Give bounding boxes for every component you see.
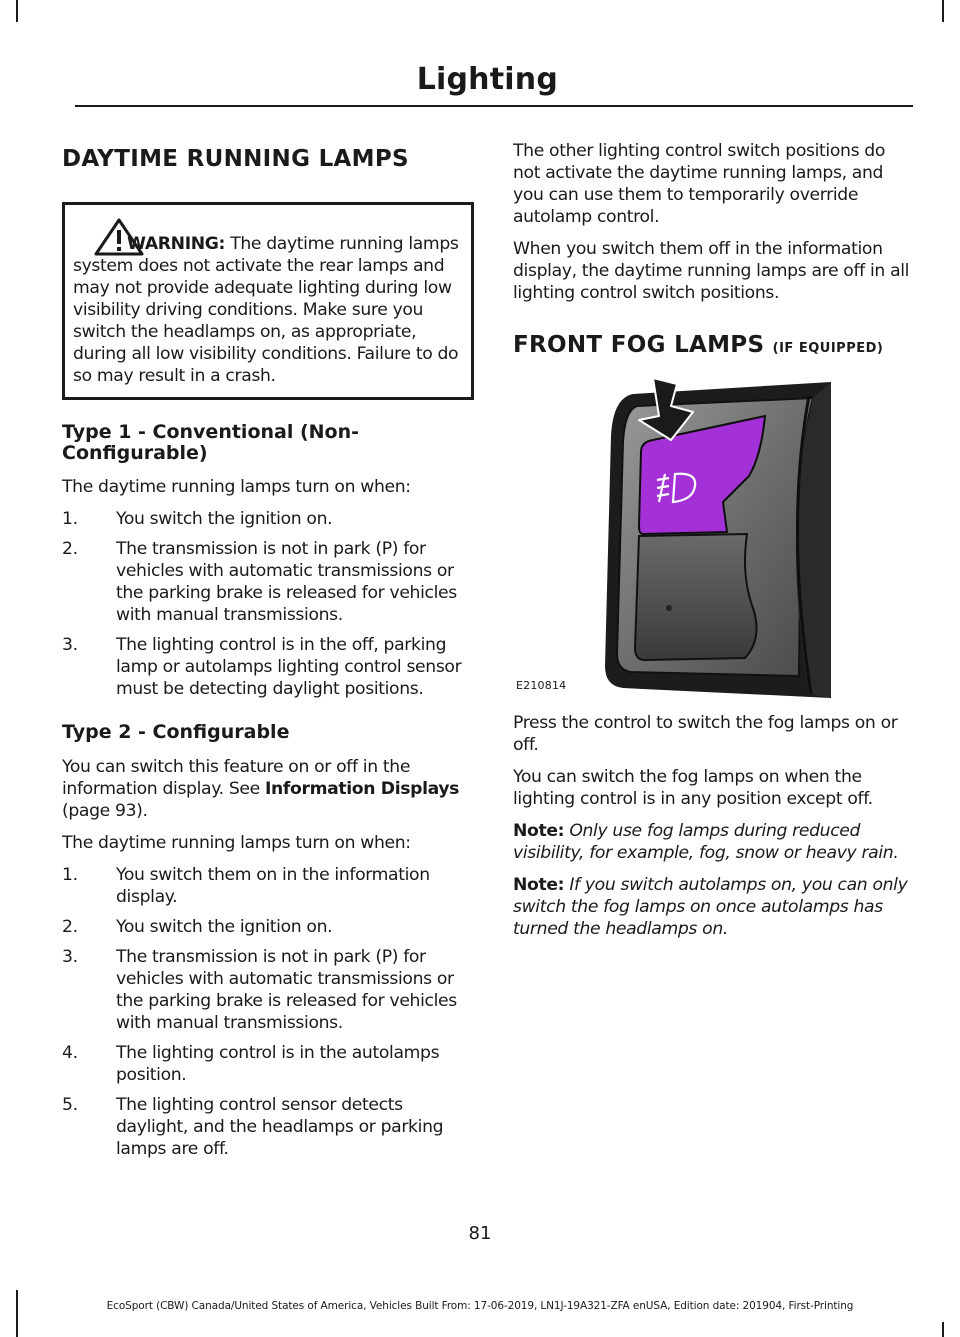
right-column: [513, 140, 913, 950]
type1-intro: The daytime running lamps turn on when:: [62, 477, 411, 498]
section-title-daytime-running-lamps: DAYTIME RUNNING LAMPS: [62, 146, 409, 172]
list-item: 5. The lighting control sensor detects daylight, and the headlamps or parking lamps are off.: [62, 1094, 444, 1159]
list-item: 4. The lighting control is in the autolamps position.: [62, 1042, 440, 1085]
warning-triangle-icon: [93, 217, 145, 257]
crop-mark-bottom-left: [16, 1290, 18, 1337]
type1-list: [62, 508, 474, 700]
section-title-front-fog-lamps: FRONT FOG LAMPS (IF EQUIPPED): [513, 332, 884, 359]
list-item: 1. You switch the ignition on.: [62, 509, 333, 530]
header-rule: [75, 105, 913, 107]
crop-mark-top-left: [16, 0, 18, 22]
page-header-title: Lighting: [416, 62, 558, 97]
right-para-switch-off: When you switch them off in the information display, the daytime running lamps are off in all lighting control switch positions.: [513, 239, 910, 304]
figure-code: E210814: [516, 678, 567, 692]
right-para-any-position: You can switch the fog lamps on when the lighting control is in any position except off.: [513, 766, 873, 809]
left-column: [62, 140, 474, 1170]
right-para-override: The other lighting control switch positions do not activate the daytime running lamps, and you can use them to temporarily override autolamp control.: [513, 141, 886, 228]
warning-box: [62, 202, 474, 400]
note-autolamps: Note: If you switch autolamps on, you can only switch the fog lamps on once autolamps has turned the headlamps on.: [513, 874, 908, 939]
list-item: 3. The lighting control is in the off, parking lamp or autolamps lighting control sensor must be detecting daylight positions.: [62, 635, 462, 700]
right-para-press-control: Press the control to switch the fog lamps on or off.: [513, 712, 898, 755]
fog-lamp-switch-illustration: [513, 376, 831, 698]
list-item: 1. You switch them on in the information display.: [62, 864, 430, 907]
warning-body: The daytime running lamps system does not activate the rear lamps and may not provide adequate lighting during low visibility driving conditions. Make sure you switch the headlamps on, as appropriate, during all low visibility conditions. Failure to do so may result in a crash.: [73, 233, 459, 386]
type2-intro: You can switch this feature on or off in the information display. See Information Displays (page 93).: [62, 756, 460, 821]
list-item: 2. The transmission is not in park (P) for vehicles with automatic transmissions or the parking brake is released for vehicles with manual transmissions.: [62, 539, 457, 626]
list-item: 3. The transmission is not in park (P) for vehicles with automatic transmissions or the parking brake is released for vehicles with manual transmissions.: [62, 946, 457, 1033]
type2-intro2: The daytime running lamps turn on when:: [62, 832, 411, 853]
type2-list: [62, 864, 474, 1160]
type1-heading: Type 1 - Conventional (Non-Configurable): [62, 420, 360, 464]
note-reduced-visibility: Note: Only use fog lamps during reduced visibility, for example, fog, snow or heavy rain.: [513, 820, 899, 863]
warning-label: WARNING:: [127, 233, 226, 254]
page-number: 81: [468, 1223, 492, 1244]
crop-mark-top-right: [942, 0, 944, 22]
information-displays-link[interactable]: Information Displays: [264, 778, 460, 799]
list-item: 2. You switch the ignition on.: [62, 916, 333, 937]
type2-heading: Type 2 - Configurable: [62, 721, 290, 744]
footer-edition-info: EcoSport (CBW) Canada/United States of America, Vehicles Built From: 17-06-2019, LN1J-19A321-ZFA enUSA, Edition date: 201904, First-Printing: [106, 1300, 854, 1312]
crop-mark-bottom-right: [942, 1322, 944, 1337]
fog-lamp-switch-figure: [513, 376, 831, 698]
